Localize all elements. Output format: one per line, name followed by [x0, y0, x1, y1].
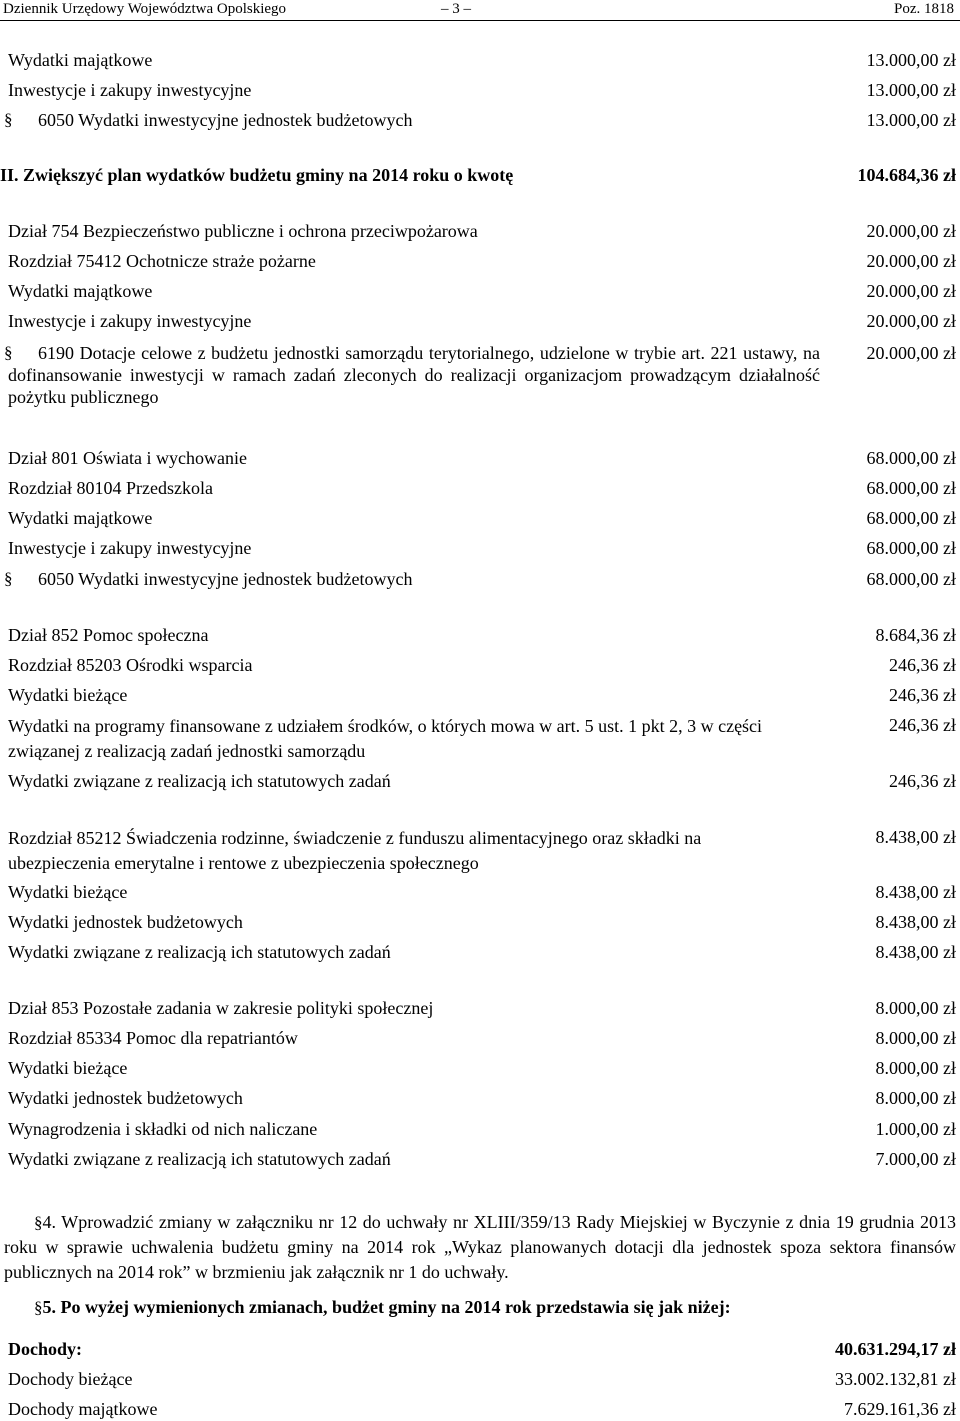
row-label: II. Zwiększyć plan wydatków budżetu gminy na 2014 roku o kwotę: [0, 165, 514, 185]
row-label: Rozdział 85334 Pomoc dla repatriantów: [8, 1028, 298, 1048]
row-label: Wydatki majątkowe: [8, 281, 153, 301]
summary-amount: 7.629.161,36 zł: [844, 1399, 956, 1419]
row-label: Wydatki jednostek budżetowych: [8, 912, 243, 932]
row-amount: 13.000,00 zł: [866, 50, 956, 70]
row-amount: 13.000,00 zł: [866, 80, 956, 100]
row-label: 6050 Wydatki inwestycyjne jednostek budżetowych: [38, 110, 413, 130]
row-label: Wydatki związane z realizacją ich statutowych zadań: [8, 1149, 391, 1169]
row-amount: 8.000,00 zł: [875, 1028, 956, 1048]
paragraph-4: [4, 1210, 956, 1285]
row-amount: 246,36 zł: [889, 771, 956, 791]
paragraph-5: [4, 1296, 956, 1319]
row-label: Dział 853 Pozostałe zadania w zakresie polityki społecznej: [8, 998, 434, 1018]
row-label: Wydatki jednostek budżetowych: [8, 1088, 243, 1108]
summary-label: Dochody bieżące: [8, 1369, 133, 1389]
row-label: Inwestycje i zakupy inwestycyjne: [8, 80, 252, 100]
row-label: Wynagrodzenia i składki od nich naliczane: [8, 1119, 318, 1139]
row-label: Rozdział 80104 Przedszkola: [8, 478, 213, 498]
row-amount: 8.438,00 zł: [875, 882, 956, 902]
row-amount: 8.000,00 zł: [875, 1088, 956, 1108]
row-amount: 68.000,00 zł: [866, 478, 956, 498]
row-amount: 8.000,00 zł: [875, 1058, 956, 1078]
journal-title: Dziennik Urzędowy Województwa Opolskiego: [3, 1, 287, 17]
row-amount: 20.000,00 zł: [866, 221, 956, 241]
section-sign: §: [34, 1298, 43, 1317]
row-label: Wydatki związane z realizacją ich statutowych zadań: [8, 771, 391, 791]
summary-amount: 33.002.132,81 zł: [835, 1369, 956, 1389]
row-amount: 246,36 zł: [889, 715, 956, 735]
row-amount: 20.000,00 zł: [866, 251, 956, 271]
section-sign: §: [4, 343, 13, 362]
summary-label: Dochody:: [8, 1339, 83, 1359]
position-number: Poz. 1818: [894, 1, 954, 17]
row-label: Rozdział 75412 Ochotnicze straże pożarne: [8, 251, 316, 271]
row-amount: 7.000,00 zł: [875, 1149, 956, 1169]
row-label: Wydatki bieżące: [8, 1058, 128, 1078]
row-amount: 8.438,00 zł: [875, 827, 956, 847]
row-label: Wydatki na programy finansowane z udziałem środków, o których mowa w art. 5 ust. 1 pkt 2, 3 w części związanej z realizacją zadań jednostki samorządu: [8, 716, 763, 761]
row-amount: 8.438,00 zł: [875, 912, 956, 932]
page-number: – 3 –: [441, 1, 471, 17]
row-amount: 13.000,00 zł: [866, 110, 956, 130]
row-label: Dział 754 Bezpieczeństwo publiczne i ochrona przeciwpożarowa: [8, 221, 478, 241]
row-label: Wydatki majątkowe: [8, 50, 153, 70]
row-label: Wydatki związane z realizacją ich statutowych zadań: [8, 942, 391, 962]
section-sign: §: [34, 1213, 43, 1232]
row-amount: 20.000,00 zł: [866, 281, 956, 301]
row-label: Rozdział 85203 Ośrodki wsparcia: [8, 655, 253, 675]
section-sign: §: [4, 569, 13, 588]
row-label: 6050 Wydatki inwestycyjne jednostek budżetowych: [38, 569, 413, 589]
row-amount: 68.000,00 zł: [866, 448, 956, 468]
row-label: Wydatki bieżące: [8, 882, 128, 902]
row-amount: 8.438,00 zł: [875, 942, 956, 962]
row-amount: 246,36 zł: [889, 685, 956, 705]
row-amount: 1.000,00 zł: [875, 1119, 956, 1139]
row-amount: 68.000,00 zł: [866, 508, 956, 528]
row-amount: 8.000,00 zł: [875, 998, 956, 1018]
row-amount: 20.000,00 zł: [866, 343, 956, 363]
row-label: Inwestycje i zakupy inwestycyjne: [8, 538, 252, 558]
row-amount: 68.000,00 zł: [866, 538, 956, 558]
page-header: [0, 0, 960, 21]
row-label: Rozdział 85212 Świadczenia rodzinne, świadczenie z funduszu alimentacyjnego oraz składki na ubezpieczenia emerytalne i rentowe z ubezpieczenia społecznego: [8, 828, 702, 873]
paragraph-4-text: 4. Wprowadzić zmiany w załączniku nr 12 do uchwały nr XLIII/359/13 Rady Miejskiej w Byczynie z dnia 19 grudnia 2013 roku w sprawie uchwalenia budżetu gminy na 2014 rok „Wykaz planowanych dotacji dla jednostek spoza sektora finansów publicznych na 2014 rok” w brzmieniu jak załącznik nr 1 do uchwały.: [4, 1212, 956, 1282]
section-sign: §: [4, 110, 13, 129]
row-label: Dział 801 Oświata i wychowanie: [8, 448, 247, 468]
row-label: 6190 Dotacje celowe z budżetu jednostki samorządu terytorialnego, udzielone w trybie art. 221 ustawy, na dofinansowanie inwestycji w ramach zadań zleconych do realizacji organizacjom prowadzącym działalność pożytku publicznego: [8, 343, 820, 407]
row-amount: 246,36 zł: [889, 655, 956, 675]
row-label: Inwestycje i zakupy inwestycyjne: [8, 311, 252, 331]
row-amount: 8.684,36 zł: [875, 625, 956, 645]
summary-label: Dochody majątkowe: [8, 1399, 158, 1419]
paragraph-5-text: 5. Po wyżej wymienionych zmianach, budżet gminy na 2014 rok przedstawia się jak niżej:: [42, 1297, 731, 1317]
row-label: Wydatki majątkowe: [8, 508, 153, 528]
row-amount: 104.684,36 zł: [857, 165, 956, 185]
row-label: Wydatki bieżące: [8, 685, 128, 705]
row-label: Dział 852 Pomoc społeczna: [8, 625, 209, 645]
row-amount: 20.000,00 zł: [866, 311, 956, 331]
summary-amount: 40.631.294,17 zł: [835, 1339, 956, 1359]
row-amount: 68.000,00 zł: [866, 569, 956, 589]
